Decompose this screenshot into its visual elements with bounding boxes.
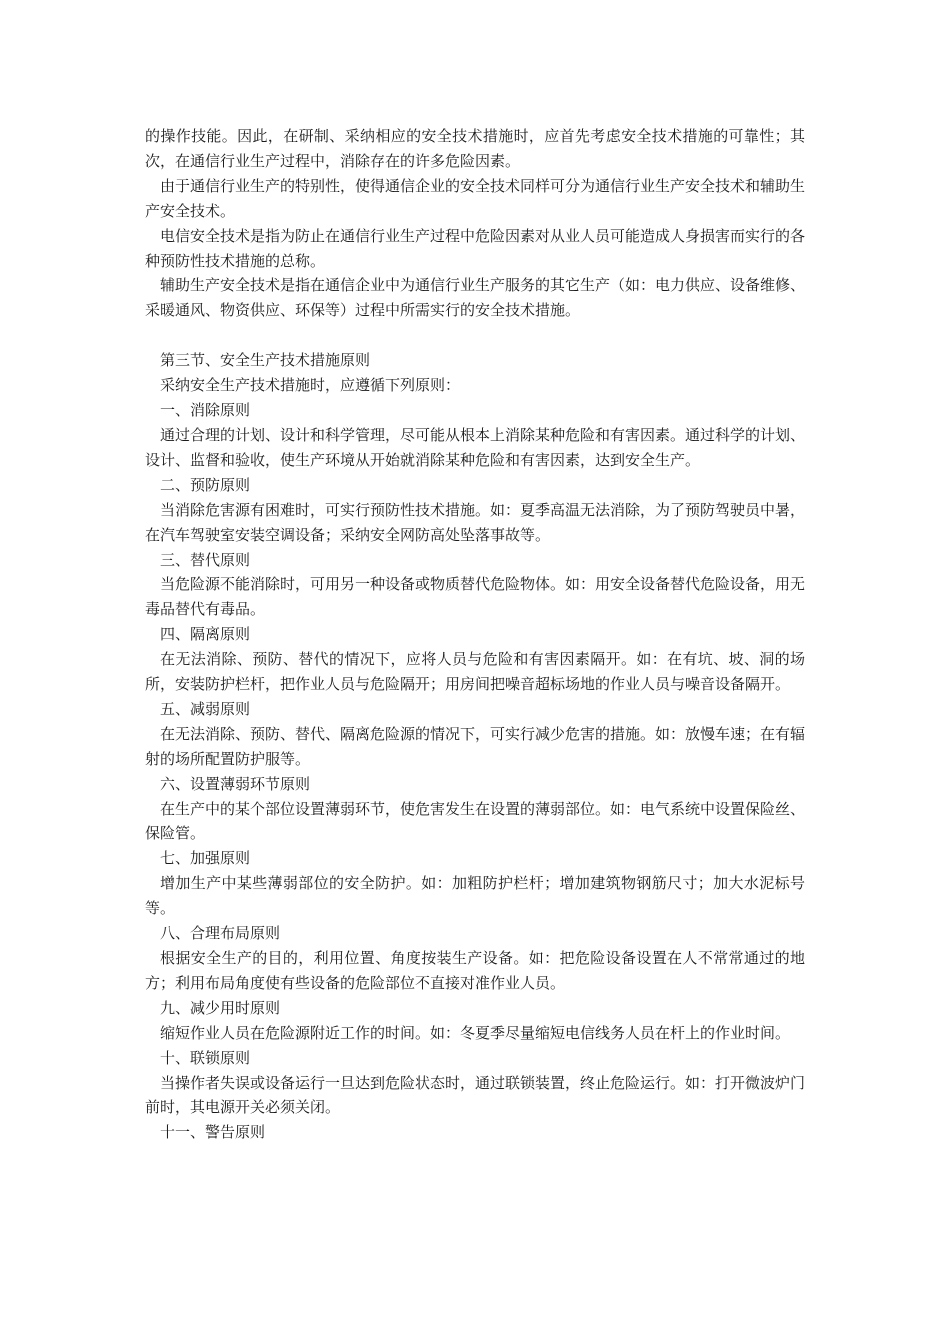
principle-text: 在无法消除、预防、替代的情况下，应将人员与危险和有害因素隔开。如：在有坑、坡、洞的场所，安装防护栏杆，把作业人员与危险隔开；用房间把噪音超标场地的作业人员与噪音设备隔开。 (145, 650, 805, 694)
document-page (145, 124, 805, 1145)
principle-heading: 三、替代原则 (160, 550, 251, 569)
principle-text: 根据安全生产的目的，利用位置、角度按装生产设备。如：把危险设备设置在人不常常通过的地方；利用布局角度使有些设备的危险部位不直接对准作业人员。 (145, 949, 805, 992)
principle-text: 当消除危害源有困难时，可实行预防性技术措施。如：夏季高温无法消除，为了预防驾驶员中暑，在汽车驾驶室安装空调设备；采纳安全网防高处坠落事故等。 (145, 500, 806, 544)
intro-paragraph-1: 的操作技能。因此，在研制、采纳相应的安全技术措施时，应首先考虑安全技术措施的可靠性；其次，在通信行业生产过程中，消除存在的许多危险因素。 (145, 127, 805, 170)
intro-paragraph-3: 电信安全技术是指为防止在通信行业生产过程中危险因素对从业人员可能造成人身损害而实行的各种预防性技术措施的总称。 (145, 226, 806, 270)
principle-text: 在无法消除、预防、替代、隔离危险源的情况下，可实行减少危害的措施。如：放慢车速；在有辐射的场所配置防护服等。 (145, 724, 806, 768)
principle-text: 当操作者失误或设备运行一旦达到危险状态时，通过联锁装置，终止危险运行。如：打开微波炉门前时，其电源开关必须关闭。 (145, 1073, 806, 1117)
principle-heading: 五、减弱原则 (160, 699, 251, 718)
principle-heading: 六、设置薄弱环节原则 (160, 774, 311, 793)
principle-heading: 八、合理布局原则 (160, 924, 281, 943)
principle-text: 通过合理的计划、设计和科学管理，尽可能从根本上消除某种危险和有害因素。通过科学的计划、设计、监督和验收，使生产环境从开始就消除某种危险和有害因素，达到安全生产。 (145, 425, 806, 469)
principle-heading: 十一、警告原则 (160, 1123, 266, 1142)
section-lead: 采纳安全生产技术措施时，应遵循下列原则： (160, 376, 461, 395)
principle-heading: 十、联锁原则 (160, 1048, 251, 1067)
section-spacer (145, 323, 805, 348)
principle-heading: 二、预防原则 (160, 475, 251, 494)
principle-text: 增加生产中某些薄弱部位的安全防护。如：加粗防护栏杆；增加建筑物钢筋尺寸；加大水泥标号等。 (145, 874, 805, 918)
section-title: 第三节、安全生产技术措施原则 (160, 351, 371, 370)
principle-heading: 九、减少用时原则 (160, 998, 281, 1017)
principle-heading: 一、消除原则 (160, 401, 251, 420)
principle-text: 缩短作业人员在危险源附近工作的时间。如：冬夏季尽量缩短电信线务人员在杆上的作业时间。 (160, 1023, 791, 1042)
principle-text: 在生产中的某个部位设置薄弱环节，使危害发生在设置的薄弱部位。如：电气系统中设置保险丝、保险管。 (145, 799, 806, 843)
principle-text: 当危险源不能消除时，可用另一种设备或物质替代危险物体。如：用安全设备替代危险设备，用无毒品替代有毒品。 (145, 575, 806, 619)
intro-paragraph-4: 辅助生产安全技术是指在通信企业中为通信行业生产服务的其它生产（如：电力供应、设备维修、采暖通风、物资供应、环保等）过程中所需实行的安全技术措施。 (145, 276, 806, 320)
principle-heading: 四、隔离原则 (160, 625, 251, 644)
principle-heading: 七、加强原则 (160, 849, 251, 868)
intro-paragraph-2: 由于通信行业生产的特别性，使得通信企业的安全技术同样可分为通信行业生产安全技术和辅助生产安全技术。 (145, 176, 806, 220)
